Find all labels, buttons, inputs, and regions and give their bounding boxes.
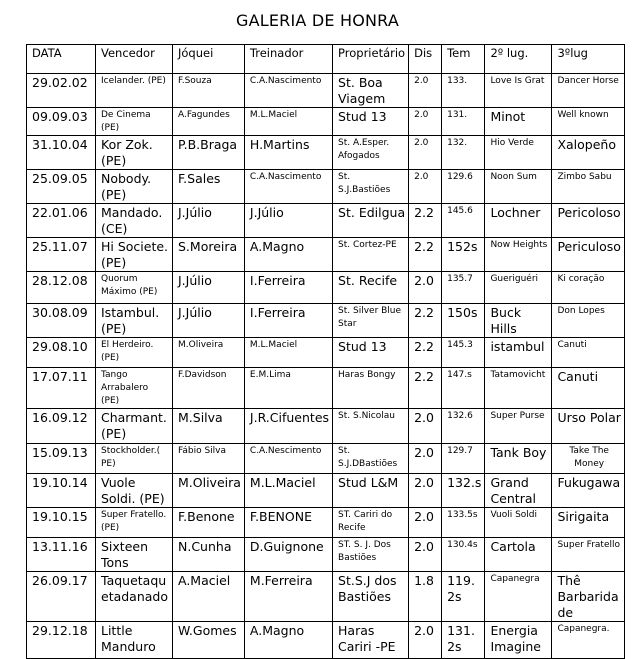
cell-winner: Taquetaqu etadanado (96, 572, 173, 622)
cell-trainer: M.L.Maciel (244, 474, 332, 508)
cell-second-place: Grand Central (485, 474, 552, 508)
cell-winner: El Herdeiro. (PE) (96, 338, 173, 368)
cell-date: 26.09.17 (27, 572, 96, 622)
table-row (27, 474, 625, 508)
cell-trainer: M.L.Maciel (244, 338, 332, 368)
column-header-jockey: Jóquei (173, 45, 245, 74)
cell-third-place: Urso Polar (552, 409, 624, 444)
cell-jockey: A.Fagundes (173, 108, 245, 136)
cell-trainer: M.Ferreira (244, 572, 332, 622)
cell-date: 25.11.07 (27, 238, 96, 272)
cell-second-place: Tatamovicht (485, 368, 552, 409)
cell-winner: Vuole Soldi. (PE) (96, 474, 173, 508)
cell-time: 119. 2s (442, 572, 485, 622)
cell-jockey: A.Maciel (173, 572, 245, 622)
table-row (27, 238, 625, 272)
cell-distance: 2.0 (409, 272, 442, 304)
cell-winner: Kor Zok. (PE) (96, 136, 173, 170)
cell-time: 152s (442, 238, 485, 272)
cell-date: 28.12.08 (27, 272, 96, 304)
cell-distance: 2.0 (409, 538, 442, 572)
cell-date: 19.10.14 (27, 474, 96, 508)
cell-owner: St.S.J dos Bastiões (333, 572, 409, 622)
cell-distance: 2.2 (409, 368, 442, 409)
cell-third-place: Ki coração (552, 272, 624, 304)
cell-time: 132.s (442, 474, 485, 508)
cell-jockey: F.Souza (173, 74, 245, 108)
cell-distance: 2.0 (409, 74, 442, 108)
cell-owner: Haras Cariri -PE (333, 622, 409, 659)
table-row (27, 108, 625, 136)
cell-third-place: Super Fratello (552, 538, 624, 572)
cell-distance: 2.0 (409, 622, 442, 659)
cell-third-place: Thê Barbarida de (552, 572, 624, 622)
cell-winner: Little Manduro (96, 622, 173, 659)
table-row (27, 444, 625, 474)
cell-jockey: F.Sales (173, 170, 245, 204)
column-header-third-place: 3ºlug (552, 45, 624, 74)
table-row (27, 304, 625, 338)
cell-third-place: Zimbo Sabu (552, 170, 624, 204)
cell-third-place: Canuti (552, 338, 624, 368)
cell-second-place: istambul (485, 338, 552, 368)
cell-time: 133. (442, 74, 485, 108)
cell-winner: Quorum Máximo (PE) (96, 272, 173, 304)
cell-jockey: W.Gomes (173, 622, 245, 659)
cell-trainer: J.Júlio (244, 204, 332, 238)
cell-owner: St. Silver Blue Star (333, 304, 409, 338)
cell-date: 09.09.03 (27, 108, 96, 136)
cell-jockey: M.Silva (173, 409, 245, 444)
column-header-owner: Proprietário (333, 45, 409, 74)
table-row (27, 409, 625, 444)
table-row (27, 538, 625, 572)
cell-owner: Stud 13 (333, 108, 409, 136)
cell-trainer: A.Magno (244, 622, 332, 659)
page-title: GALERIA DE HONRA (236, 11, 399, 30)
honor-table (26, 44, 625, 659)
cell-third-place: Xalopeño (552, 136, 624, 170)
cell-distance: 2.0 (409, 170, 442, 204)
cell-jockey: M.Oliveira (173, 338, 245, 368)
table-row (27, 74, 625, 108)
cell-date: 22.01.06 (27, 204, 96, 238)
cell-jockey: J.Júlio (173, 204, 245, 238)
cell-time: 131. (442, 108, 485, 136)
column-header-distance: Dis (409, 45, 442, 74)
cell-distance: 2.0 (409, 409, 442, 444)
cell-third-place: Don Lopes (552, 304, 624, 338)
table-row (27, 272, 625, 304)
cell-date: 29.02.02 (27, 74, 96, 108)
cell-second-place: Buck Hills (485, 304, 552, 338)
cell-second-place: Noon Sum (485, 170, 552, 204)
cell-jockey: F.Benone (173, 508, 245, 538)
cell-distance: 2.0 (409, 508, 442, 538)
cell-owner: ST. S. J. Dos Bastiões (333, 538, 409, 572)
cell-date: 13.11.16 (27, 538, 96, 572)
cell-trainer: I.Ferreira (244, 304, 332, 338)
column-header-time: Tem (442, 45, 485, 74)
cell-winner: Charmant. (PE) (96, 409, 173, 444)
cell-trainer: C.A.Nescimento (244, 444, 332, 474)
cell-third-place: Capanegra. (552, 622, 624, 659)
cell-owner: Stud L&M (333, 474, 409, 508)
header-row (27, 45, 625, 74)
cell-time: 147.s (442, 368, 485, 409)
cell-distance: 2.2 (409, 338, 442, 368)
cell-second-place: Super Purse (485, 409, 552, 444)
cell-date: 19.10.15 (27, 508, 96, 538)
cell-time: 135.7 (442, 272, 485, 304)
cell-trainer: H.Martins (244, 136, 332, 170)
table-row (27, 170, 625, 204)
cell-second-place: Minot (485, 108, 552, 136)
cell-distance: 2.0 (409, 136, 442, 170)
cell-jockey: Fábio Silva (173, 444, 245, 474)
cell-owner: St. S.J.Bastiões (333, 170, 409, 204)
cell-trainer: J.R.Cifuentes (244, 409, 332, 444)
table-row (27, 622, 625, 659)
cell-winner: Mandado. (CE) (96, 204, 173, 238)
table-row (27, 136, 625, 170)
table-row (27, 572, 625, 622)
cell-date: 29.08.10 (27, 338, 96, 368)
cell-distance: 2.0 (409, 444, 442, 474)
cell-second-place: Tank Boy (485, 444, 552, 474)
cell-winner: Icelander. (PE) (96, 74, 173, 108)
cell-date: 25.09.05 (27, 170, 96, 204)
column-header-winner: Vencedor (96, 45, 173, 74)
column-header-date: DATA (27, 45, 96, 74)
cell-third-place: Fukugawa (552, 474, 624, 508)
cell-winner: Super Fratello. (PE) (96, 508, 173, 538)
cell-second-place: Capanegra (485, 572, 552, 622)
cell-time: 129.6 (442, 170, 485, 204)
cell-second-place: Energia Imagine (485, 622, 552, 659)
cell-trainer: C.A.Nascimento (244, 74, 332, 108)
table-row (27, 368, 625, 409)
cell-date: 17.07.11 (27, 368, 96, 409)
cell-trainer: A.Magno (244, 238, 332, 272)
cell-second-place: Vuoli Soldi (485, 508, 552, 538)
cell-winner: Stockholder.( PE) (96, 444, 173, 474)
cell-jockey: N.Cunha (173, 538, 245, 572)
cell-time: 132. (442, 136, 485, 170)
cell-trainer: I.Ferreira (244, 272, 332, 304)
cell-owner: St. Recife (333, 272, 409, 304)
cell-time: 132.6 (442, 409, 485, 444)
cell-winner: De Cinema (PE) (96, 108, 173, 136)
cell-trainer: C.A.Nascimento (244, 170, 332, 204)
cell-trainer: M.L.Maciel (244, 108, 332, 136)
cell-owner: St. Cortez-PE (333, 238, 409, 272)
cell-jockey: S.Moreira (173, 238, 245, 272)
cell-date: 31.10.04 (27, 136, 96, 170)
cell-time: 145.6 (442, 204, 485, 238)
cell-jockey: F.Davidson (173, 368, 245, 409)
cell-distance: 1.8 (409, 572, 442, 622)
cell-second-place: Now Heights (485, 238, 552, 272)
cell-time: 150s (442, 304, 485, 338)
table-row (27, 508, 625, 538)
cell-second-place: Gueriguéri (485, 272, 552, 304)
cell-owner: St. Edilgua (333, 204, 409, 238)
cell-jockey: J.Júlio (173, 272, 245, 304)
cell-third-place: Well known (552, 108, 624, 136)
cell-owner: St. Boa Viagem (333, 74, 409, 108)
cell-third-place: Periculoso (552, 238, 624, 272)
cell-date: 16.09.12 (27, 409, 96, 444)
cell-third-place: Take The Money (552, 444, 624, 474)
cell-third-place: Canuti (552, 368, 624, 409)
cell-second-place: Hio Verde (485, 136, 552, 170)
cell-time: 131. 2s (442, 622, 485, 659)
table-row (27, 204, 625, 238)
cell-third-place: Sirigaita (552, 508, 624, 538)
cell-owner: St. S.Nicolau (333, 409, 409, 444)
cell-owner: Stud 13 (333, 338, 409, 368)
cell-distance: 2.2 (409, 304, 442, 338)
table-body (27, 74, 625, 659)
cell-date: 15.09.13 (27, 444, 96, 474)
cell-second-place: Cartola (485, 538, 552, 572)
cell-time: 133.5s (442, 508, 485, 538)
cell-winner: Sixteen Tons (96, 538, 173, 572)
cell-time: 130.4s (442, 538, 485, 572)
cell-winner: Tango Arrabalero (PE) (96, 368, 173, 409)
cell-owner: St. S.J.DBastiões (333, 444, 409, 474)
column-header-second-place: 2º lug. (485, 45, 552, 74)
cell-second-place: Love Is Grat (485, 74, 552, 108)
cell-jockey: P.B.Braga (173, 136, 245, 170)
cell-distance: 2.2 (409, 238, 442, 272)
cell-distance: 2.2 (409, 204, 442, 238)
cell-trainer: F.BENONE (244, 508, 332, 538)
cell-owner: Haras Bongy (333, 368, 409, 409)
cell-owner: St. A.Esper. Afogados (333, 136, 409, 170)
cell-trainer: D.Guignone (244, 538, 332, 572)
cell-winner: Hi Societe. (PE) (96, 238, 173, 272)
table-row (27, 338, 625, 368)
column-header-trainer: Treinador (244, 45, 332, 74)
cell-third-place: Pericoloso (552, 204, 624, 238)
cell-second-place: Lochner (485, 204, 552, 238)
cell-winner: Nobody. (PE) (96, 170, 173, 204)
cell-distance: 2.0 (409, 108, 442, 136)
cell-jockey: M.Oliveira (173, 474, 245, 508)
cell-jockey: J.Júlio (173, 304, 245, 338)
cell-distance: 2.0 (409, 474, 442, 508)
cell-trainer: E.M.Lima (244, 368, 332, 409)
cell-date: 30.08.09 (27, 304, 96, 338)
cell-time: 145.3 (442, 338, 485, 368)
cell-winner: Istambul. (PE) (96, 304, 173, 338)
cell-third-place: Dancer Horse (552, 74, 624, 108)
cell-owner: ST. Cariri do Recife (333, 508, 409, 538)
cell-time: 129.7 (442, 444, 485, 474)
cell-date: 29.12.18 (27, 622, 96, 659)
